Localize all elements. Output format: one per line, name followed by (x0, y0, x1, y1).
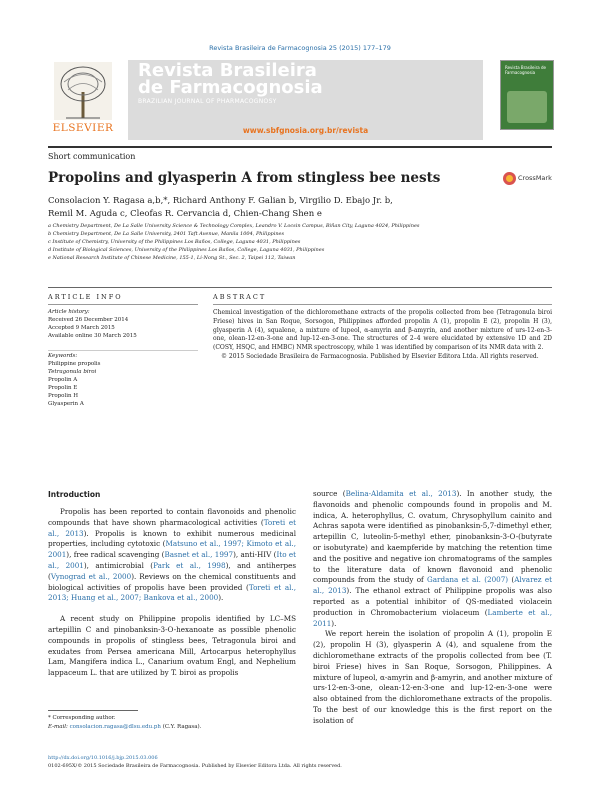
article-title: Propolins and glyasperin A from stingless bee nests (48, 170, 441, 186)
journal-url[interactable]: www.sbfgnosia.org.br/revista (242, 126, 369, 135)
citation-link[interactable]: Belina-Aldamita et al., 2013 (345, 489, 457, 498)
license-text: 0102-695X/© 2015 Sociedade Brasileira de Farmacognosia. Published by Elsevier Editora Ltda. All rights reserved. (48, 763, 342, 769)
citation-link[interactable]: Lamberte et al., 2011 (313, 607, 552, 628)
affiliation-item: d Institute of Biological Sciences, University of the Philippines Los Baños, College, Laguna 4031, Philippines (48, 247, 325, 253)
citation-link[interactable]: Toreti et al., 2013; Huang et al., 2007; Bankova et al., 2000 (48, 582, 296, 603)
journal-cover[interactable]: Revista Brasileira de Farmacognosia (500, 60, 554, 130)
section-rule (48, 287, 552, 288)
crossmark-badge[interactable]: CrossMark (503, 172, 555, 188)
paragraph: We report herein the isolation of propolin A (1), propolin E (2), propolin H (3), glyasperin A (4), and squalene from the dichloromethane extracts of the propolis collected from bee (T. biroi Friese) hives in San Roque, Sorsogon, Philippines. A mixture of lupeol, α-amyrin and β-amyrin, and another mixture of urs-12-en-3-one, olean-12-en-3-one and lup-12-en-3-one were also obtained from the dichloromethane extracts of the propolis. To the best of our knowledge this is the first report on the isolation of (313, 629, 552, 725)
elsevier-logo[interactable] (48, 60, 118, 140)
introduction-heading: Introduction (48, 490, 101, 499)
affiliation-item: c Institute of Chemistry, University of the Philippines Los Baños, College, Laguna 4031, Philippines (48, 239, 301, 245)
section-type: Short communication (48, 152, 136, 161)
keyword: Propolin A (48, 377, 78, 383)
journal-title: Revista Brasileira de Farmacognosia (138, 60, 323, 98)
keywords: Keywords: Philippine propolis Tetragonula biroi Propolin A Propolin E Propolin H Glyasperin A (48, 352, 198, 408)
journal-banner (128, 60, 483, 140)
crossmark-icon (503, 172, 516, 185)
article-info-rule (48, 304, 198, 305)
keyword: Glyasperin A (48, 401, 84, 407)
citation-link[interactable]: Gardana et al. (2007) (427, 575, 509, 585)
affiliation-item: a Chemistry Department, De La Salle University Science & Technology Complex, Leandro V. Locsin Campus, Biñan City, Laguna 4024, Philippines (48, 223, 420, 229)
elsevier-tree-icon (54, 62, 112, 120)
citation-link[interactable]: Alvarez et al., 2013 (313, 575, 552, 596)
abstract-rule (213, 304, 552, 305)
citation-link[interactable]: Park et al., 1998 (153, 560, 226, 570)
author-list: Consolacion Y. Ragasa a,b,*, Richard Anthony F. Galian b, Virgilio D. Ebajo Jr. b, Remil M. Aguda c, Cleofas R. Cervancia d, Chien-Chang Shen e (48, 196, 393, 219)
keyword: Propolin H (48, 393, 79, 399)
right-column (313, 489, 552, 727)
citation-link[interactable]: Vynograd et al., 2000 (50, 571, 132, 581)
keyword: Tetragonula biroi (48, 369, 97, 375)
citation-link[interactable]: Matsuno et al., 1997; Kimoto et al., 2001 (48, 539, 296, 560)
citation-link[interactable]: Toreti et al., 2013 (48, 517, 296, 538)
footnote: * Corresponding author. E-mail: consolacion.ragasa@dlsu.edu.ph (C.Y. Ragasa). (48, 715, 202, 730)
abstract-body: Chemical investigation of the dichloromethane extracts of the propolis collected from bee (Tetragonula biroi Friese) hives in San Roque, Sorsogon, Philippines afforded propolin A (1), propolin E (2), propolin H (3), glyasperin A (4), squalene, a mixture of lupeol, α-amyrin and β-amyrin, and another mixture of urs-12-en-3-one, olean-12-en-3-one and lup-12-en-3-one. The structures of 2–4 were elucidated by extensive 1D and 2D (COSY, HSQC, and HMBC) NMR spectroscopy, while 1 was identified by comparison of its NMR data with 2. © 2015 Sociedade Brasileira de Farmacognosia. Published by Elsevier Editora Ltda. All rights reserved. (213, 309, 552, 360)
paragraph: source (Belina-Aldamita et al., 2013). In another study, the flavonoids and phenolic compounds found in propolis and M. indica, A. heterophyllus, C. ovatum, Chrysophyllum cainito and Achras sapota were identified as pinobanksin-5,7-dimethyl ether, artepillin C, luteolin-5-methyl ether, pinobanksin-3-O-(butyrate or isobutyrate) and kaempferide by matching the retention time and the positive and negative ion chromatograms of the samples to the literature data of known flavonoid and phenolic compounds from the study of Gardana et al. (2007) (Alvarez et al., 2013). The ethanol extract of Philippine propolis was also reported as a potential inhibitor of QS-mediated violacein production in Chromobacterium violaceum (Lamberte et al., 2011). (313, 489, 552, 628)
citation-link[interactable]: Ito et al., 2001 (48, 550, 297, 570)
keyword: Philippine propolis (48, 361, 101, 367)
doi-link[interactable]: http://dx.doi.org/10.1016/j.bjp.2015.03.006 (48, 755, 158, 761)
affiliation-item: b Chemistry Department, De La Salle University, 2401 Taft Avenue, Manila 1004, Philippines (48, 231, 285, 237)
article-info-heading: ARTICLE INFO (48, 293, 123, 301)
publisher-name: ELSEVIER (52, 122, 114, 134)
left-column (48, 507, 296, 679)
footnote-rule (48, 710, 138, 711)
paragraph: A recent study on Philippine propolis identified by LC–MS artepillin C and pinobanksin-3-O-hexanoate as possible phenolic compounds in propolis of stingless bees, Tetragonula biroi and exudates from Persea americana Mill, Artocarpus heterophyllus Lam, Mangifera indica L., Canarium ovatum Engl, and Nephelium lappaceum L. that are utilized by T. biroi as propolis (48, 614, 296, 678)
keywords-rule (48, 350, 198, 351)
journal-reference[interactable]: Revista Brasileira de Farmacognosia 25 (2015) 177–179 (209, 44, 391, 52)
page-footer (48, 754, 552, 770)
article-history: Article history: Received 26 December 2014 Accepted 9 March 2015 Available online 30 March 2015 (48, 309, 137, 339)
journal-subtitle: BRAZILIAN JOURNAL OF PHARMACOGNOSY (138, 98, 277, 105)
paragraph: Propolis has been reported to contain flavonoids and phenolic compounds that have shown pharmacological activities (Toreti et al., 2013). Propolis is known to exhibit numerous medicinal properties, including cytotoxic (Matsuno et al., 1997; Kimoto et al., 2001), free radical scavenging (Basnet et al., 1997), anti-HIV (Ito et al., 2001), antimicrobial (Park et al., 1998), and antiherpes (Vynograd et al., 2000). Reviews on the chemical constituents and biological activities of propolis have been provided (Toreti et al., 2013; Huang et al., 2007; Bankova et al., 2000). (48, 507, 297, 603)
citation-link[interactable]: Basnet et al., 1997 (164, 550, 234, 560)
email-link[interactable]: consolacion.ragasa@dlsu.edu.ph (69, 724, 161, 730)
keyword: Propolin E (48, 385, 78, 391)
affiliation-item: e National Research Institute of Chinese Medicine, 155-1, Li-Nong St., Sec. 2, Taipei 112, Taiwan (48, 255, 296, 261)
abstract-heading: ABSTRACT (213, 293, 267, 301)
header-rule (48, 146, 552, 148)
journal-header (48, 60, 552, 140)
affiliations (48, 222, 552, 262)
